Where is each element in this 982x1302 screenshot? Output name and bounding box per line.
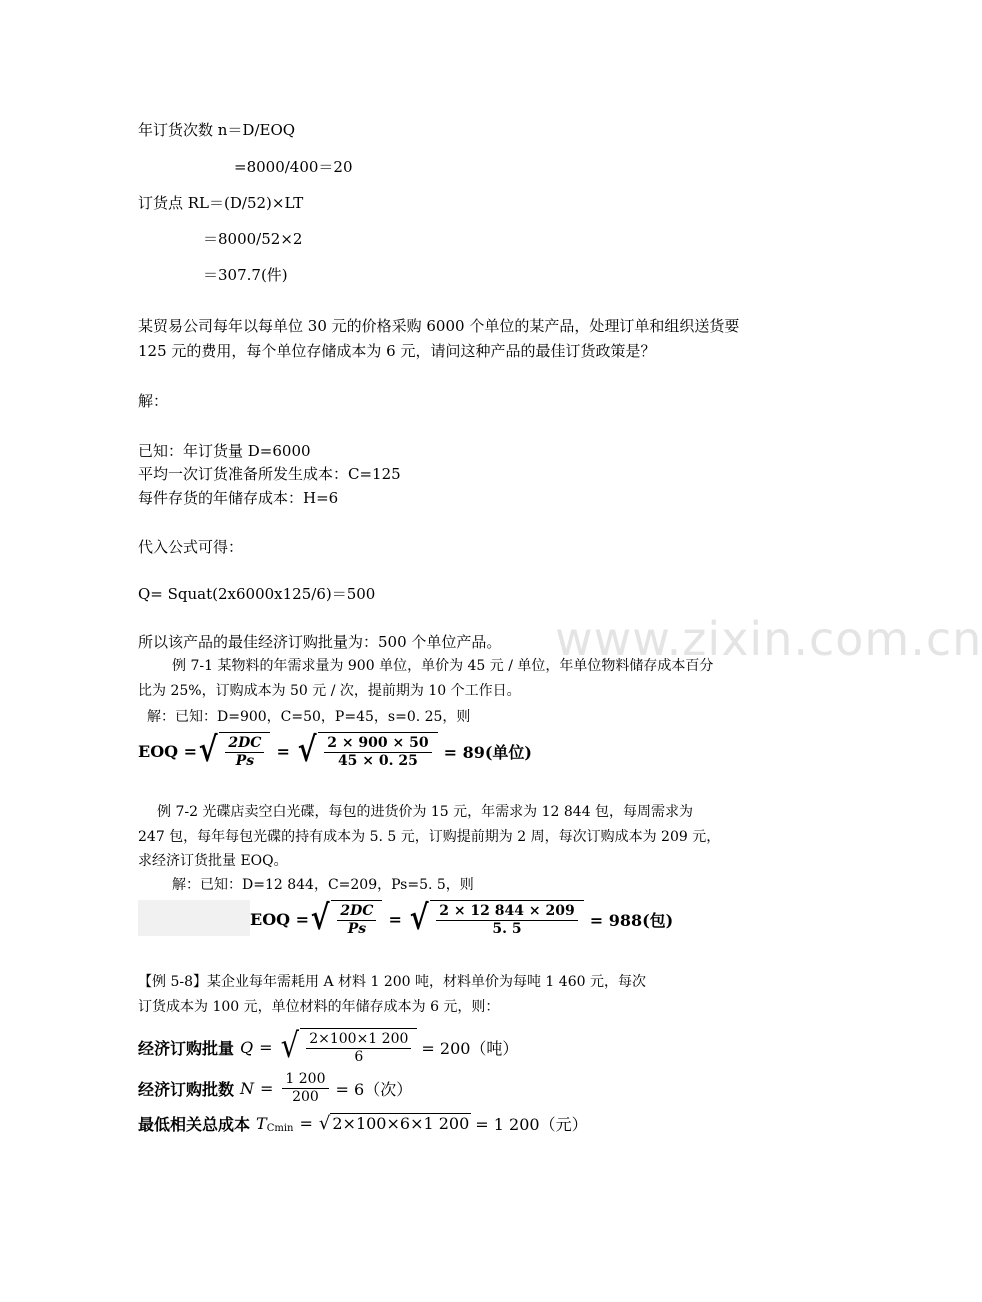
reorder-point-step: ＝8000/52×2	[203, 230, 303, 248]
ex58-row-q: 经济订购批量 Q = √ $\frac{2\times 100\times 1 200}{6}$ = 200（吨）	[138, 1026, 519, 1066]
ex58-n-var: N	[240, 1078, 255, 1098]
known-holding-cost: 每件存货的年储存成本：H=6	[138, 489, 339, 507]
ex72-num1: 2DC	[337, 903, 376, 921]
ex72-line-2: 247 包，每年每包光碟的持有成本为 5. 5 元，订购提前期为 2 周，每次订购成本为 209 元，	[138, 829, 721, 845]
ex58-t-radicand: 2×100×6×1 200	[332, 1114, 470, 1133]
ex58-q-den: 6	[354, 1049, 364, 1065]
known-order-cost: 平均一次订货准备所发生成本：C=125	[138, 465, 401, 483]
ex58-line-1: 【例 5-8】某企业每年需耗用 A 材料 1 200 吨，材料单价为每吨 1 460 元，每次	[138, 974, 646, 990]
ex71-line-1: 例 7-1 某物料的年需求量为 900 单位，单价为 45 元 / 单位，年单位物料储存成本百分	[172, 658, 714, 674]
solution-label: 解：	[138, 392, 169, 410]
ex58-n-label: 经济订购批数	[138, 1079, 235, 1099]
ex72-line-1: 例 7-2 光碟店卖空白光碟，每包的进货价为 15 元，年需求为 12 844 包，每周需求为	[157, 804, 694, 820]
conclusion: 所以该产品的最佳经济订购批量为：500 个单位产品。	[138, 633, 502, 651]
problem-line-2: 125 元的费用，每个单位存储成本为 6 元，请问这种产品的最佳订货政策是？	[138, 342, 656, 360]
ex71-den1: Ps	[235, 753, 255, 769]
problem-line-1: 某贸易公司每年以每单位 30 元的价格采购 6000 个单位的某产品，处理订单和组织送货要	[138, 317, 740, 335]
ex58-t-sub: Cmin	[266, 1122, 294, 1134]
reorder-point-line: 订货点 RL＝(D/52)×LT	[138, 194, 304, 212]
substitute-label: 代入公式可得：	[138, 538, 244, 556]
ex58-row-t: 最低相关总成本 T Cmin = √ 2×100×6×1 200 = 1 200（元）	[138, 1112, 588, 1134]
ex72-eoq-lhs: EOQ =	[250, 909, 310, 929]
ex58-q-label: 经济订购批量	[138, 1038, 235, 1058]
ex72-den2: 5. 5	[492, 921, 522, 937]
ex58-t-result: = 1 200（元）	[475, 1114, 588, 1134]
ex72-num2: 2 × 12 844 × 209	[436, 903, 578, 921]
ex72-eoq-formula: EOQ = √ $\frac{2DC}{Ps}$ = √ $\frac{2 \times 12 844 \times 209}{5. 5}$ = 988(包)	[250, 898, 674, 938]
ex71-eoq-formula: EOQ = √ $\frac{2DC}{Ps}$ = √ $\frac{2 \times 900 \times 50}{45 \times 0. 25}$ = 89(单位)	[138, 730, 532, 770]
ex71-line-2: 比为 25%，订购成本为 50 元 / 次，提前期为 10 个工作日。	[138, 683, 521, 699]
ex71-den2: 45 × 0. 25	[337, 753, 418, 769]
ex58-q-num: 2×100×1 200	[306, 1031, 411, 1049]
known-demand: 已知：年订货量 D=6000	[138, 442, 311, 460]
ex71-line-3: 解：已知：D=900，C=50，P=45，s=0. 25，则	[147, 709, 471, 725]
ex58-n-result: = 6（次）	[335, 1079, 413, 1099]
ex58-n-den: 200	[292, 1088, 319, 1105]
ex71-eoq-lhs: EOQ =	[138, 741, 198, 761]
ex72-line-3: 求经济订货批量 EOQ。	[138, 853, 288, 869]
ex58-q-var: Q	[240, 1037, 254, 1057]
order-count-line: 年订货次数 n＝D/EOQ	[138, 121, 296, 139]
ex58-line-2: 订货成本为 100 元，单位材料的年储存成本为 6 元，则：	[138, 999, 500, 1015]
ex71-result: = 89(单位)	[443, 742, 532, 762]
order-count-result: =8000/400＝20	[234, 158, 353, 176]
ex71-num1: 2DC	[225, 735, 264, 753]
ex72-den1: Ps	[347, 921, 367, 937]
ex58-t-label: 最低相关总成本	[138, 1114, 251, 1134]
ex72-result: = 988(包)	[589, 910, 674, 930]
ex58-n-num: 1 200	[282, 1071, 328, 1089]
ex58-row-n: 经济订购批数 N = $\frac{1 200}{200}$ = 6（次）	[138, 1070, 413, 1105]
ex58-q-result: = 200（吨）	[421, 1038, 519, 1058]
q-formula: Q= Squat(2x6000x125/6)＝500	[138, 585, 376, 603]
reorder-point-result: ＝307.7(件)	[203, 266, 288, 284]
scan-artifact	[138, 900, 250, 936]
ex58-t-var: T	[256, 1113, 267, 1133]
watermark: www.zixin.com.cn	[555, 612, 982, 666]
ex71-num2: 2 × 900 × 50	[324, 735, 431, 753]
ex72-line-4: 解：已知：D=12 844，C=209，Ps=5. 5，则	[172, 877, 474, 893]
